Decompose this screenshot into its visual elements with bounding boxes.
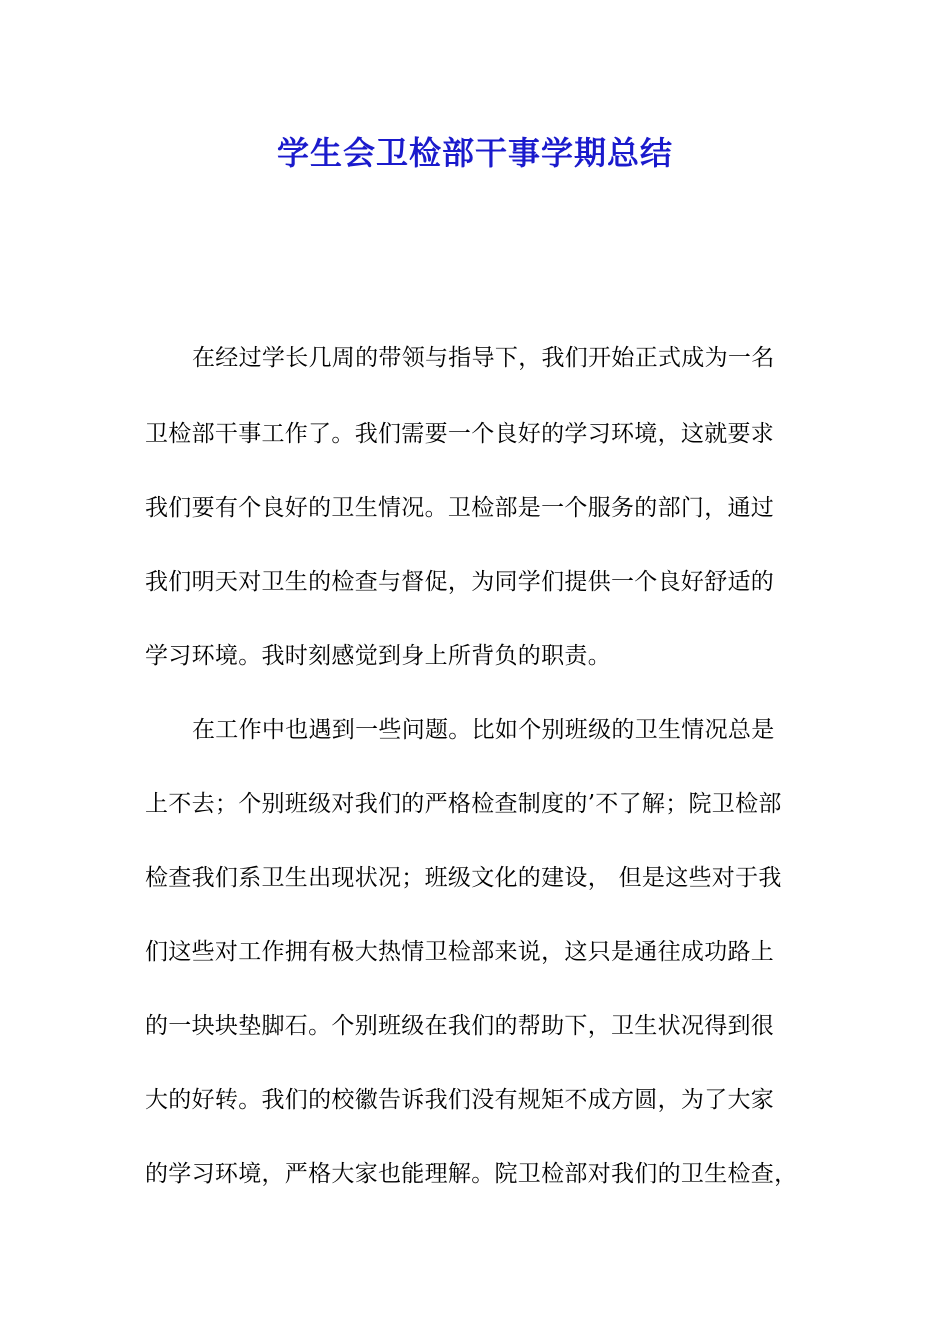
paragraph-line: 在工作中也遇到一些问题。比如个别班级的卫生情况总是 bbox=[192, 717, 775, 743]
paragraph-line: 的一块块垫脚石。个别班级在我们的帮助下，卫生状况得到很 bbox=[145, 1013, 775, 1039]
paragraph-line: 的学习环境，严格大家也能理解。院卫检部对我们的卫生检查， bbox=[145, 1161, 798, 1187]
paragraph-line: 检查我们系卫生出现状况；班级文化的建设， 但是这些对于我 bbox=[145, 865, 782, 891]
document-title: 学生会卫检部干事学期总结 bbox=[276, 134, 673, 172]
paragraph-line: 我们要有个良好的卫生情况。卫检部是一个服务的部门，通过 bbox=[145, 495, 775, 521]
paragraph-line: 上不去；个别班级对我们的严格检查制度的’不了解；院卫检部 bbox=[145, 791, 782, 817]
paragraph-line: 们这些对工作拥有极大热情卫检部来说，这只是通往成功路上 bbox=[145, 939, 775, 965]
paragraph-line: 卫检部干事工作了。我们需要一个良好的学习环境，这就要求 bbox=[145, 421, 775, 447]
paragraph-line: 学习环境。我时刻感觉到身上所背负的职责。 bbox=[145, 643, 611, 669]
paragraph-line: 大的好转。我们的校徽告诉我们没有规矩不成方圆，为了大家 bbox=[145, 1087, 775, 1113]
paragraph-line: 在经过学长几周的带领与指导下，我们开始正式成为一名 bbox=[192, 345, 775, 371]
paragraph-line: 我们明天对卫生的检查与督促，为同学们提供一个良好舒适的 bbox=[145, 569, 775, 595]
